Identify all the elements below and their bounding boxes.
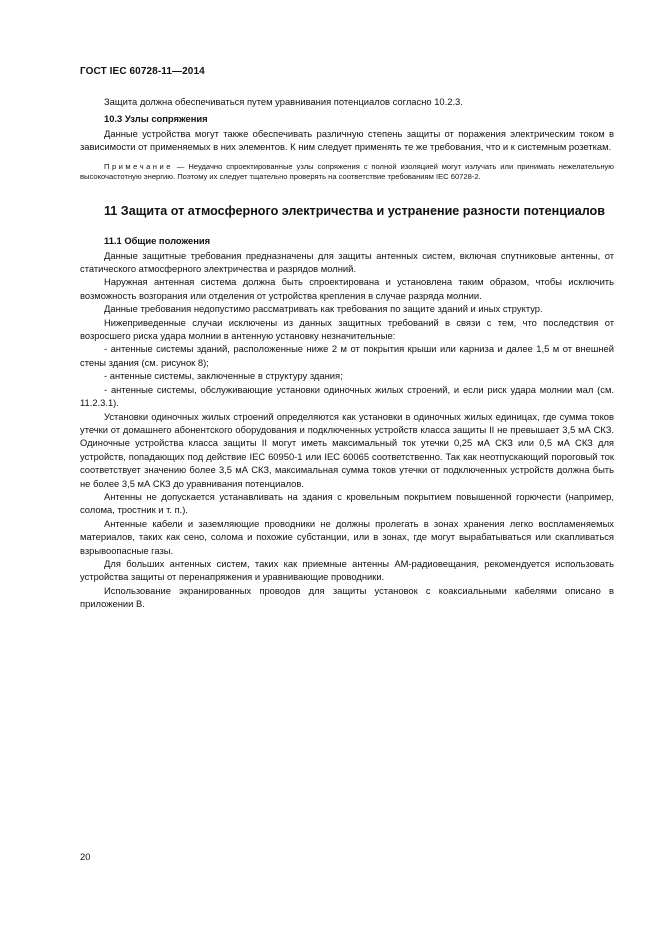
note (80, 162, 614, 184)
subsection-heading: 11.1 Общие положения (104, 235, 211, 247)
paragraph: Данные устройства могут также обеспечивать различную степень защиты от поражения электрическим током в зависимости от применяемых в них элементов. К ним следует применять те же требования, что и к системным розеткам. (80, 127, 614, 153)
paragraph: Нижеприведенные случаи исключены из данных защитных требований в связи с тем, что последствия от возросшего риска удара молнии в антенную установку незначительные: (80, 316, 614, 342)
paragraph: Установки одиночных жилых строений определяются как установки в одиночных жилых единицах, где сумма токов утечки от домашнего абонентского оборудования и подключенных устройств класса защиты II не превышает 3,5 мА СКЗ. Одиночные устройства класса защиты II могут иметь максимальный ток утечки 0,25 мА СКЗ или 0,5 мА СКЗ для устройств, попадающих под действие IEC 60950-1 или IEC 60065 соответственно. Так как неотпускающий пороговый ток соответствует значению более 3,5 мА СКЗ, максимальная сумма токов утечки от подключенных устройств должна быть не более 3,5 мА СКЗ до уравнивания потенциалов. (80, 410, 614, 489)
paragraph: Защита должна обеспечиваться путем уравнивания потенциалов согласно 10.2.3. (104, 96, 463, 107)
list-item: - антенные системы зданий, расположенные ниже 2 м от покрытия крыши или карниза и далее 1,5 м от внешней стены здания (см. рисунок 8); (80, 343, 614, 368)
page-number: 20 (80, 851, 91, 862)
note-label: Примечание (104, 161, 173, 171)
page-content (80, 95, 614, 611)
note-text: — Неудачно спроектированные узлы сопряжения с полной изоляцией могут излучать или принимать нежелательную высокочастотную энергию. Поэтому их следует тщательно проверять на соответствие требованиям IEC 60728-2. (80, 161, 614, 182)
paragraph: Использование экранированных проводов для защиты установок с коаксиальными кабелями описано в приложении В. (80, 584, 614, 610)
list-item: - антенные системы, обслуживающие установки одиночных жилых строений, и если риск удара молнии мал (см. 11.2.3.1). (80, 383, 614, 409)
paragraph: Данные защитные требования предназначены для защиты антенных систем, включая спутниковые антенны, от статического атмосферного электричества и разрядов молний. (80, 249, 614, 275)
subsection-heading: 10.3 Узлы сопряжения (104, 113, 208, 125)
section-heading: 11 Защита от атмосферного электричества и устранение разности потенциалов (104, 204, 605, 219)
document-header: ГОСТ IEC 60728-11—2014 (80, 66, 205, 77)
paragraph: Антенны не допускается устанавливать на здания с кровельным покрытием повышенной горючести (например, солома, тростник и т. п.). (80, 490, 614, 516)
list-item: - антенные системы, заключенные в структуру здания; (104, 370, 343, 382)
paragraph: Наружная антенная система должна быть спроектирована и установлена таким образом, чтобы исключить возможность возгорания или отделения от устройства крепления в случае разряда молнии. (80, 276, 614, 301)
paragraph: Данные требования недопустимо рассматривать как требования по защите зданий и иных структур. (104, 303, 543, 315)
paragraph: Антенные кабели и заземляющие проводники не должны пролегать в зонах хранения легко воспламеняемых материалов, таких как сено, солома и похожие субстанции, или в зонах, где могут вырабатываться или скапливаться взрывоопасные газы. (80, 517, 614, 556)
paragraph: Для больших антенных систем, таких как приемные антенны АМ-радиовещания, рекомендуется использовать устройства защиты от перенапряжения и уравнивающие проводники. (80, 557, 614, 583)
